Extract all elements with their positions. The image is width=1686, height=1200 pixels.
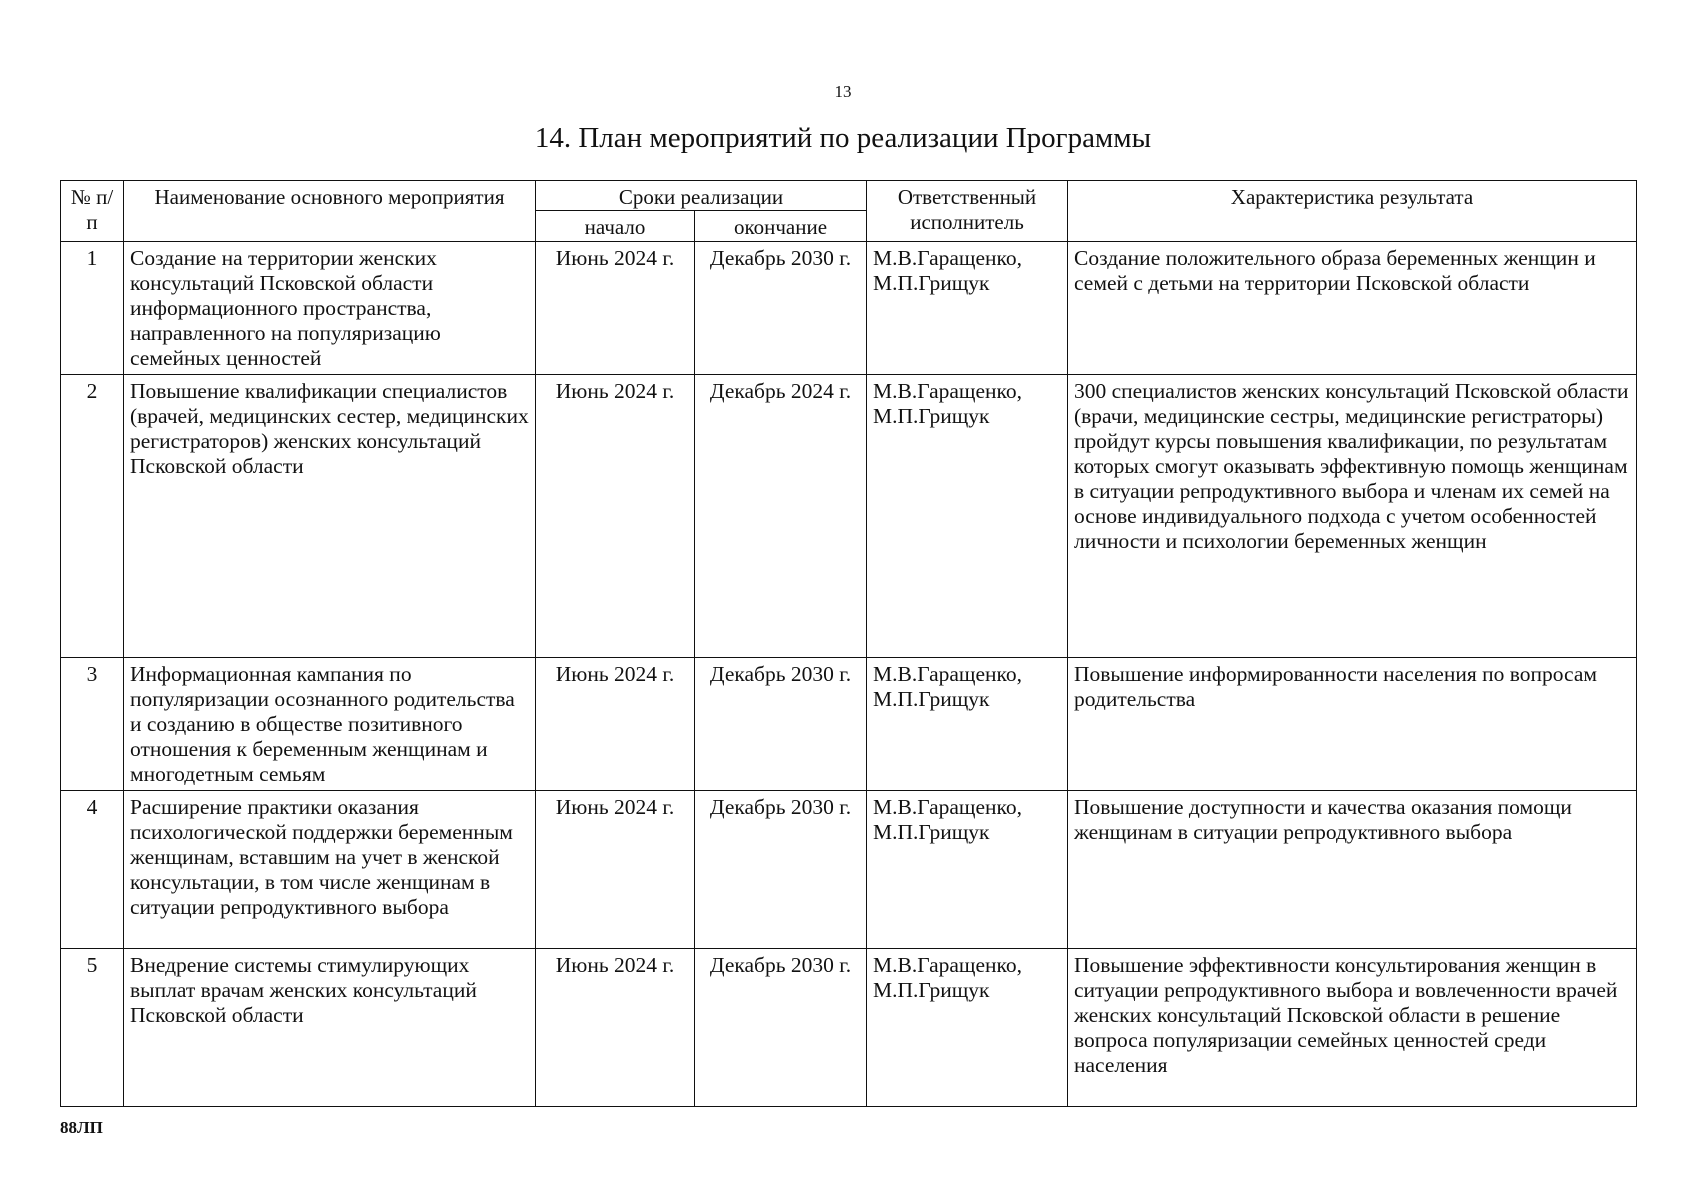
row-end: Декабрь 2030 г. — [695, 791, 867, 949]
table-row — [61, 791, 1637, 949]
table-row — [61, 658, 1637, 791]
row-num: 5 — [61, 949, 124, 1107]
row-result: Повышение информированности населения по вопросам родительства — [1068, 658, 1637, 791]
row-result: Создание положительного образа беременных женщин и семей с детьми на территории Псковской области — [1068, 242, 1637, 375]
row-result: 300 специалистов женских консультаций Псковской области (врачи, медицинские сестры, медицинские регистраторы) пройдут курсы повышения квалификации, по результатам которых смогут оказывать эффективную помощь женщинам в ситуации репродуктивного выбора и членам их семей на основе индивидуального подхода с учетом особенностей личности и психологии беременных женщин — [1068, 375, 1637, 658]
row-result: Повышение эффективности консультирования женщин в ситуации репродуктивного выбора и вовлеченности врачей женских консультаций Псковской области в решение вопроса популяризации семейных ценностей среди населения — [1068, 949, 1637, 1107]
table-row — [61, 949, 1637, 1107]
row-num: 2 — [61, 375, 124, 658]
row-responsible — [867, 375, 1068, 658]
table-row — [61, 242, 1637, 375]
row-end: Декабрь 2030 г. — [695, 242, 867, 375]
responsible-line: М.П.Грищук — [873, 978, 990, 1002]
responsible-line: М.П.Грищук — [873, 404, 990, 428]
row-start: Июнь 2024 г. — [536, 658, 695, 791]
responsible-line: М.В.Гаращенко, — [873, 662, 1023, 686]
responsible-line: М.П.Грищук — [873, 271, 990, 295]
page-number: 13 — [834, 82, 852, 101]
row-responsible — [867, 791, 1068, 949]
row-name: Создание на территории женских консультаций Псковской области информационного пространства, направленного на популяризацию семейных ценностей — [124, 242, 536, 375]
row-num: 3 — [61, 658, 124, 791]
table-header-row — [61, 181, 1637, 211]
responsible-line: М.В.Гаращенко, — [873, 795, 1023, 819]
row-start: Июнь 2024 г. — [536, 375, 695, 658]
row-end: Декабрь 2030 г. — [695, 658, 867, 791]
row-end: Декабрь 2030 г. — [695, 949, 867, 1107]
header-responsible: Ответственный исполнитель — [867, 181, 1068, 242]
page-title: 14. План мероприятий по реализации Программы — [534, 122, 1152, 154]
row-responsible — [867, 949, 1068, 1107]
row-name: Внедрение системы стимулирующих выплат врачам женских консультаций Псковской области — [124, 949, 536, 1107]
header-result: Характеристика результата — [1068, 181, 1637, 242]
header-terms: Сроки реализации — [536, 181, 867, 211]
row-name: Повышение квалификации специалистов (врачей, медицинских сестер, медицинских регистраторов) женских консультаций Псковской области — [124, 375, 536, 658]
row-num: 4 — [61, 791, 124, 949]
table-row — [61, 375, 1637, 658]
row-start: Июнь 2024 г. — [536, 949, 695, 1107]
row-start: Июнь 2024 г. — [536, 791, 695, 949]
activity-plan-table — [60, 180, 1637, 1107]
row-responsible — [867, 242, 1068, 375]
row-responsible — [867, 658, 1068, 791]
document-code: 88ЛП — [60, 1118, 103, 1137]
row-result: Повышение доступности и качества оказания помощи женщинам в ситуации репродуктивного выбора — [1068, 791, 1637, 949]
responsible-line: М.В.Гаращенко, — [873, 246, 1023, 270]
row-name: Расширение практики оказания психологической поддержки беременным женщинам, вставшим на учет в женской консультации, в том числе женщинам в ситуации репродуктивного выбора — [124, 791, 536, 949]
header-name: Наименование основного мероприятия — [124, 181, 536, 242]
responsible-line: М.П.Грищук — [873, 687, 990, 711]
row-start: Июнь 2024 г. — [536, 242, 695, 375]
header-start: начало — [536, 211, 695, 242]
responsible-line: М.П.Грищук — [873, 820, 990, 844]
header-num: № п/п — [61, 181, 124, 242]
header-end: окончание — [695, 211, 867, 242]
row-name: Информационная кампания по популяризации осознанного родительства и созданию в обществе позитивного отношения к беременным женщинам и многодетным семьям — [124, 658, 536, 791]
row-end: Декабрь 2024 г. — [695, 375, 867, 658]
row-num: 1 — [61, 242, 124, 375]
responsible-line: М.В.Гаращенко, — [873, 953, 1023, 977]
responsible-line: М.В.Гаращенко, — [873, 379, 1023, 403]
